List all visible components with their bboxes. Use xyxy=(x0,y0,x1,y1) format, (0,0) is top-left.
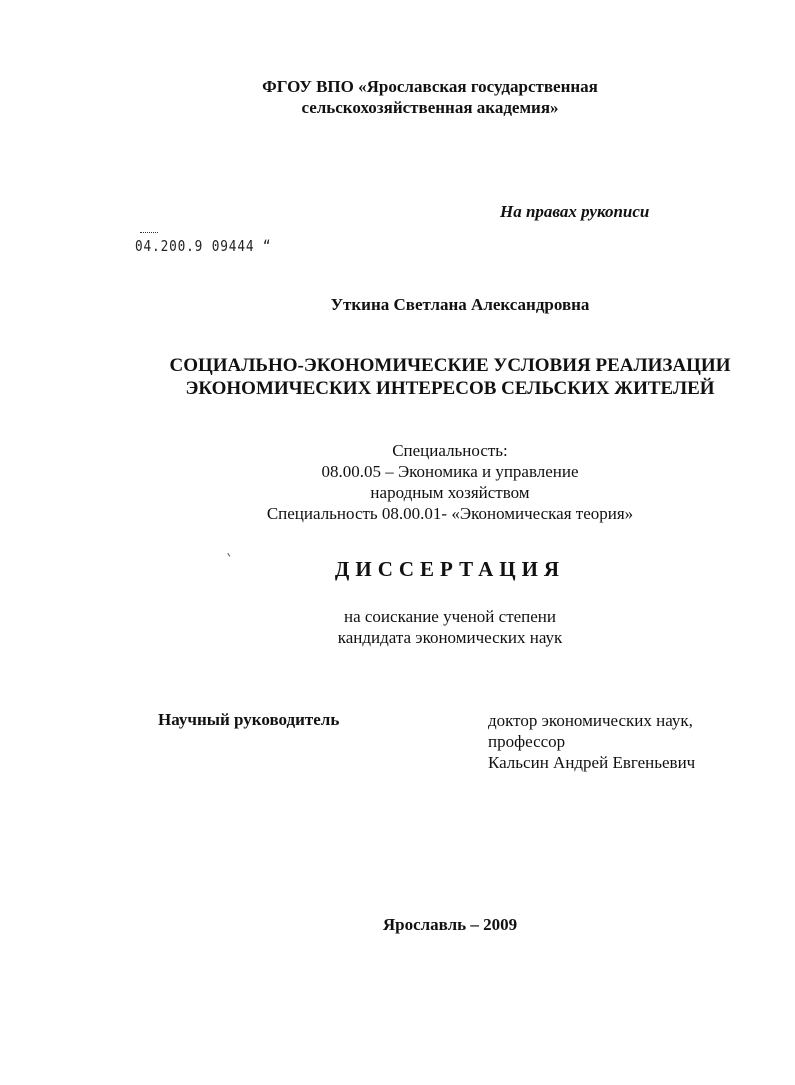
document-type-heading: ДИССЕРТАЦИЯ xyxy=(334,557,566,581)
specialty-line-3: Специальность 08.00.01- «Экономическая теория» xyxy=(266,504,634,523)
supervisor-info xyxy=(488,710,695,773)
title-line-1: СОЦИАЛЬНО-ЭКОНОМИЧЕСКИЕ УСЛОВИЯ РЕАЛИЗАЦИИ xyxy=(169,355,731,376)
institution-name xyxy=(200,76,660,118)
degree-line-1: на соискание ученой степени xyxy=(343,607,557,626)
supervisor-label: Научный руководитель xyxy=(158,710,340,729)
manuscript-note: На правах рукописи xyxy=(500,202,650,221)
specialty-line-2: народным хозяйством xyxy=(370,483,530,502)
specialty-block xyxy=(150,440,750,524)
institution-line-2: сельскохозяйственная академия» xyxy=(301,98,559,117)
dissertation-title xyxy=(100,354,795,400)
supervisor-name: Кальсин Андрей Евгеньевич xyxy=(488,753,696,772)
specialty-line-1: 08.00.05 – Экономика и управление xyxy=(321,462,579,481)
registration-number-tick xyxy=(140,232,158,235)
institution-line-1: ФГОУ ВПО «Ярославская государственная xyxy=(262,77,598,96)
specialty-label: Специальность: xyxy=(392,441,508,460)
stray-scan-mark xyxy=(227,551,233,557)
supervisor-rank: профессор xyxy=(488,732,566,751)
registration-number: 04.200.9 09444 “ xyxy=(135,237,272,255)
city-year: Ярославль – 2009 xyxy=(382,915,518,934)
degree-block xyxy=(150,606,750,648)
supervisor-degree: доктор экономических наук, xyxy=(488,711,693,730)
author-name: Уткина Светлана Александровна xyxy=(330,295,590,314)
title-line-2: ЭКОНОМИЧЕСКИХ ИНТЕРЕСОВ СЕЛЬСКИХ ЖИТЕЛЕЙ xyxy=(185,378,715,399)
degree-line-2: кандидата экономических наук xyxy=(337,628,563,647)
